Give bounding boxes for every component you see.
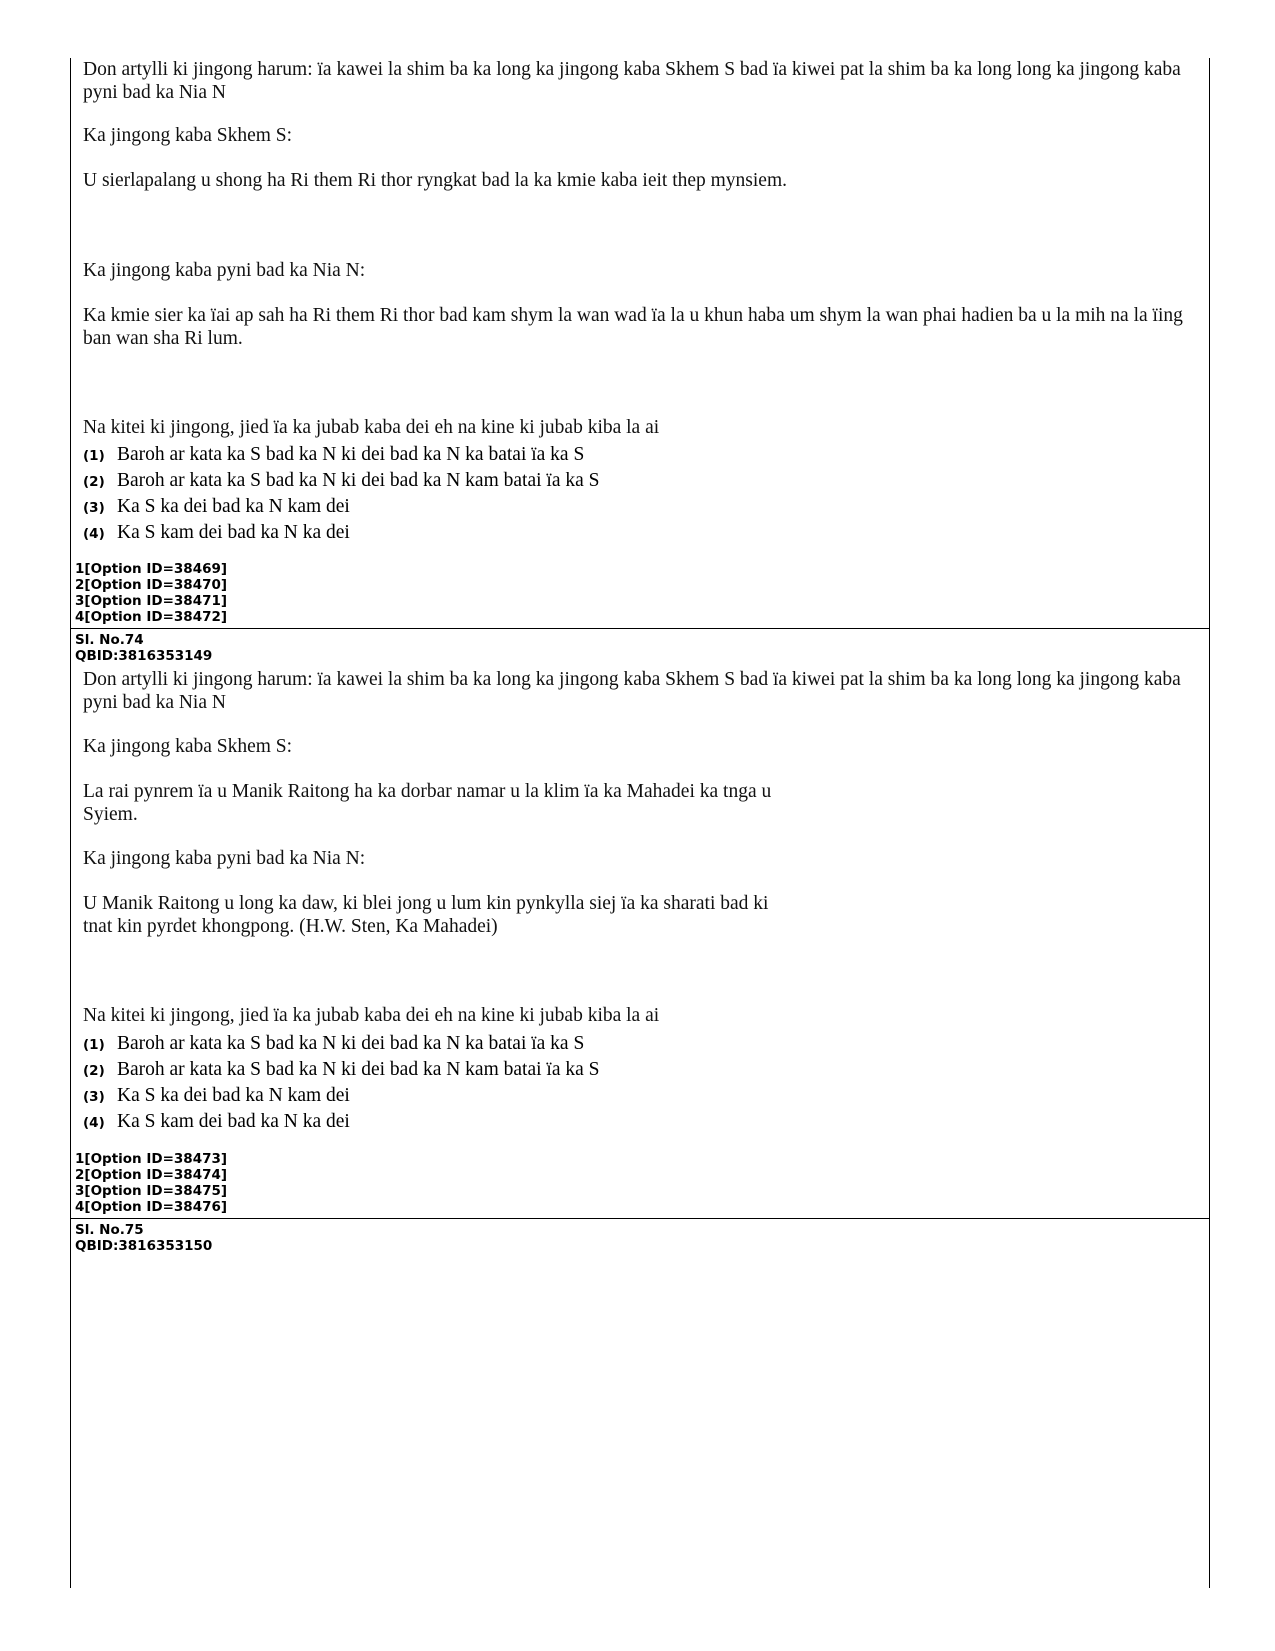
option-3[interactable] bbox=[83, 496, 350, 518]
option-2[interactable] bbox=[83, 1059, 599, 1081]
option-number: (3) bbox=[83, 500, 105, 516]
statement-n-heading: Ka jingong kaba pyni bad ka Nia N: bbox=[83, 848, 366, 869]
statement-s-text bbox=[83, 780, 1193, 826]
option-1[interactable] bbox=[83, 444, 584, 466]
option-text: Ka S ka dei bad ka N kam dei bbox=[117, 1085, 350, 1106]
option-id: 2[Option ID=38470] bbox=[75, 577, 228, 593]
statement-n-heading: Ka jingong kaba pyni bad ka Nia N: bbox=[83, 260, 366, 281]
option-4[interactable] bbox=[83, 522, 350, 544]
option-text: Ka S kam dei bad ka N ka dei bbox=[117, 1111, 350, 1132]
option-text: Ka S kam dei bad ka N ka dei bbox=[117, 522, 350, 543]
statement-n-text: Ka kmie sier ka ïai ap sah ha Ri them Ri thor bad kam shym la wan wad ïa la u khun haba um shym la wan phai hadien ba u la mih na la ïing ban wan sha Ri lum. bbox=[83, 305, 1183, 349]
option-text: Baroh ar kata ka S bad ka N ki dei bad ka N ka batai ïa ka S bbox=[117, 1033, 585, 1054]
option-id: 1[Option ID=38473] bbox=[75, 1151, 228, 1167]
option-text: Baroh ar kata ka S bad ka N ki dei bad ka N kam batai ïa ka S bbox=[117, 1059, 600, 1080]
question-intro: Don artylli ki jingong harum: ïa kawei la shim ba ka long ka jingong kaba Skhem S bad ïa kiwei pat la shim ba ka long long ka jingong kaba pyni bad ka Nia N bbox=[83, 669, 1181, 713]
option-id: 4[Option ID=38476] bbox=[75, 1199, 228, 1215]
option-number: (1) bbox=[83, 448, 105, 464]
option-text: Ka S ka dei bad ka N kam dei bbox=[117, 496, 350, 517]
option-1[interactable] bbox=[83, 1033, 584, 1055]
statement-s-heading: Ka jingong kaba Skhem S: bbox=[83, 125, 293, 146]
question-intro: Don artylli ki jingong harum: ïa kawei la shim ba ka long ka jingong kaba Skhem S bad ïa kiwei pat la shim ba ka long long ka jingong kaba pyni bad ka Nia N bbox=[83, 59, 1181, 103]
qbid: QBID:3816353150 bbox=[75, 1238, 213, 1254]
option-text: Baroh ar kata ka S bad ka N ki dei bad ka N ka batai ïa ka S bbox=[117, 444, 585, 465]
statement-s-heading: Ka jingong kaba Skhem S: bbox=[83, 736, 293, 757]
option-id-list bbox=[75, 561, 227, 625]
option-id: 3[Option ID=38471] bbox=[75, 593, 228, 609]
question-prompt: Na kitei ki jingong, jied ïa ka jubab kaba dei eh na kine ki jubab kiba la ai bbox=[83, 417, 660, 438]
question-header bbox=[75, 632, 212, 664]
statement-s-text: U sierlapalang u shong ha Ri them Ri thor ryngkat bad la ka kmie kaba ieit thep mynsiem. bbox=[83, 170, 788, 191]
question-divider bbox=[71, 1218, 1209, 1219]
statement-line: U Manik Raitong u long ka daw, ki blei jong u lum kin pynkylla siej ïa ka sharati bad ki bbox=[83, 893, 769, 914]
statement-line: La rai pynrem ïa u Manik Raitong ha ka dorbar namar u la klim ïa ka Mahadei ka tnga u bbox=[83, 781, 772, 802]
option-number: (1) bbox=[83, 1037, 105, 1053]
question-header bbox=[75, 1222, 212, 1254]
option-2[interactable] bbox=[83, 470, 599, 492]
option-4[interactable] bbox=[83, 1111, 350, 1133]
question-prompt: Na kitei ki jingong, jied ïa ka jubab kaba dei eh na kine ki jubab kiba la ai bbox=[83, 1005, 660, 1026]
qbid: QBID:3816353149 bbox=[75, 648, 213, 664]
option-number: (3) bbox=[83, 1089, 105, 1105]
option-number: (2) bbox=[83, 474, 105, 490]
question-divider bbox=[71, 628, 1209, 629]
option-text: Baroh ar kata ka S bad ka N ki dei bad ka N kam batai ïa ka S bbox=[117, 470, 600, 491]
statement-line: tnat kin pyrdet khongpong. (H.W. Sten, Ka Mahadei) bbox=[83, 916, 498, 937]
option-id: 2[Option ID=38474] bbox=[75, 1167, 228, 1183]
option-number: (2) bbox=[83, 1063, 105, 1079]
option-id-list bbox=[75, 1151, 227, 1215]
option-id: 1[Option ID=38469] bbox=[75, 561, 228, 577]
question-frame bbox=[70, 58, 1210, 1588]
serial-number: Sl. No.75 bbox=[75, 1222, 144, 1238]
option-id: 3[Option ID=38475] bbox=[75, 1183, 228, 1199]
option-number: (4) bbox=[83, 1115, 105, 1131]
option-number: (4) bbox=[83, 526, 105, 542]
option-3[interactable] bbox=[83, 1085, 350, 1107]
serial-number: Sl. No.74 bbox=[75, 632, 144, 648]
option-id: 4[Option ID=38472] bbox=[75, 609, 228, 625]
statement-line: Syiem. bbox=[83, 804, 138, 825]
statement-n-text bbox=[83, 892, 1193, 938]
